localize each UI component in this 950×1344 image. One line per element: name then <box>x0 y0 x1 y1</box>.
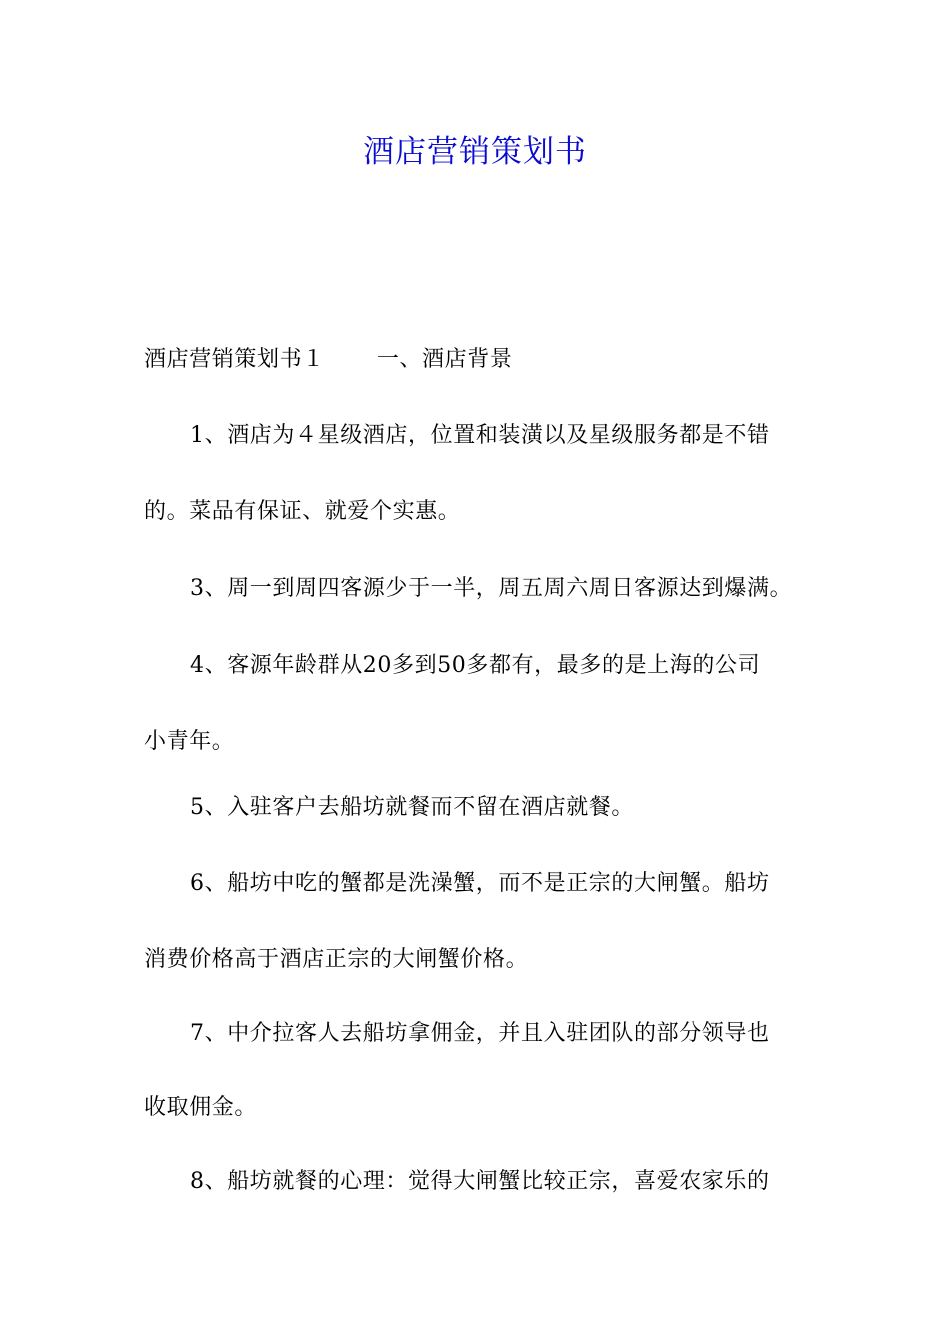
document-title: 酒店营销策划书 <box>363 134 587 170</box>
paragraph-line: 7、中介拉客人去船坊拿佣金，并且入驻团队的部分领导也 <box>190 1021 770 1046</box>
section-heading: 一、酒店背景 <box>376 347 513 372</box>
paragraph-line: 小青年。 <box>144 729 235 754</box>
paragraph-line: 4、客源年龄群从20多到50多都有，最多的是上海的公司 <box>190 653 761 678</box>
paragraph-line: 的。菜品有保证、就爱个实惠。 <box>144 499 461 524</box>
paragraph-line: 6、船坊中吃的蟹都是洗澡蟹，而不是正宗的大闸蟹。船坊 <box>190 871 770 896</box>
paragraph-line: 3、周一到周四客源少于一半，周五周六周日客源达到爆满。 <box>190 576 793 601</box>
section-heading-line <box>144 342 814 378</box>
paragraph-line: 8、船坊就餐的心理：觉得大闸蟹比较正宗，喜爱农家乐的 <box>190 1169 770 1194</box>
paragraph-line: 1、酒店为４星级酒店，位置和装潢以及星级服务都是不错 <box>190 423 770 448</box>
paragraph-line: 消费价格高于酒店正宗的大闸蟹价格。 <box>144 947 529 972</box>
paragraph-line: 收取佣金。 <box>144 1095 258 1120</box>
section-plan-label: 酒店营销策划书１ <box>144 347 325 372</box>
paragraph-line: 5、入驻客户去船坊就餐而不留在酒店就餐。 <box>190 795 634 820</box>
